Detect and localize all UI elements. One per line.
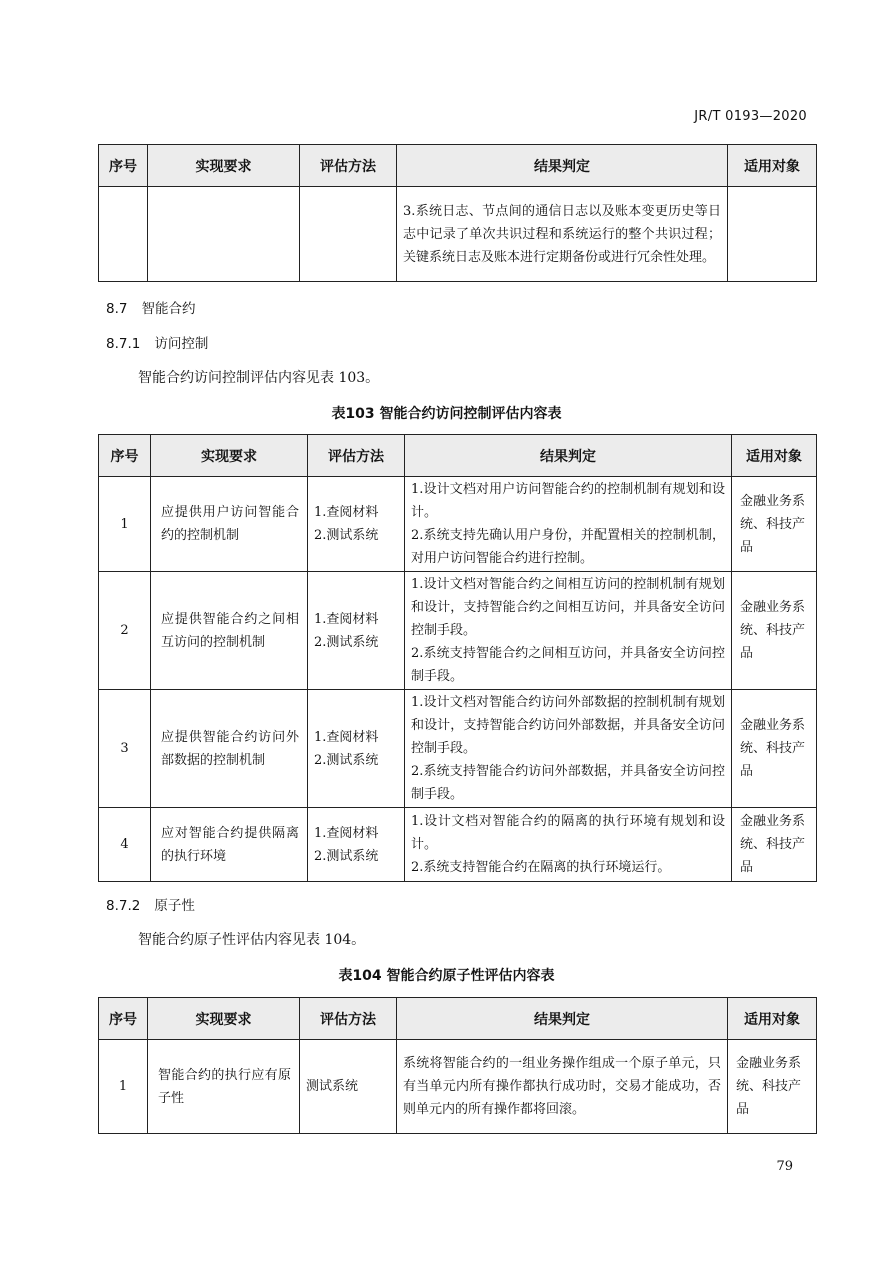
cell-result <box>397 1040 728 1134</box>
result-item: 2.系统支持智能合约在隔离的执行环境运行。 <box>411 860 671 875</box>
row-number: 1 <box>120 516 129 532</box>
result-item: 1.设计文档对智能合约访问外部数据的控制机制有规划和设计，支持智能合约访问外部数据，并具备安全访问控制手段。 <box>411 695 725 756</box>
cell-no <box>99 690 151 808</box>
cell-target <box>732 572 817 690</box>
col-header-method: 评估方法 <box>300 145 397 187</box>
result-item: 1.设计文档对智能合约的隔离的执行环境有规划和设计。 <box>411 814 725 852</box>
col-header-requirement: 实现要求 <box>148 998 300 1040</box>
cell-no <box>99 808 151 882</box>
cell-result <box>405 477 732 572</box>
method-item: 2.测试系统 <box>314 528 379 543</box>
result-item: 3.系统日志、节点间的通信日志以及账本变更历史等日志中记录了单次共识过程和系统运行的整个共识过程；关键系统日志及账本进行定期备份或进行冗余性处理。 <box>403 203 721 265</box>
col-header-requirement: 实现要求 <box>148 145 300 187</box>
paragraph-table103-ref: 智能合约访问控制评估内容见表 103。 <box>138 370 380 386</box>
requirement-text: 应提供用户访问智能合约的控制机制 <box>161 505 299 543</box>
col-header-no: 序号 <box>99 435 151 477</box>
table-row <box>99 572 817 690</box>
table-header-row <box>99 998 817 1040</box>
cell-requirement <box>148 1040 300 1134</box>
result-item: 系统将智能合约的一组业务操作组成一个原子单元，只有当单元内所有操作都执行成功时，交易才能成功，否则单元内的所有操作都将回滚。 <box>403 1056 721 1117</box>
requirement-text: 应对智能合约提供隔离的执行环境 <box>161 825 299 864</box>
table-header-row <box>99 145 817 187</box>
cell-no <box>99 187 148 282</box>
col-header-method: 评估方法 <box>308 435 405 477</box>
section-title: 原子性 <box>154 898 195 914</box>
method-item: 1.查阅材料 <box>314 729 379 745</box>
col-header-result: 结果判定 <box>405 435 732 477</box>
cell-method <box>308 808 405 882</box>
target-text: 金融业务系统、科技产品 <box>740 718 806 779</box>
method-item: 2.测试系统 <box>314 752 379 768</box>
method-item: 2.测试系统 <box>314 848 379 864</box>
method-item: 1.查阅材料 <box>314 505 379 520</box>
requirement-text: 应提供智能合约访问外部数据的控制机制 <box>161 729 299 768</box>
result-item: 2.系统支持智能合约之间相互访问，并具备安全访问控制手段。 <box>411 646 725 684</box>
cell-requirement <box>151 690 308 808</box>
col-header-target: 适用对象 <box>728 998 817 1040</box>
col-header-method: 评估方法 <box>300 998 397 1040</box>
cell-requirement <box>148 187 300 282</box>
section-number: 8.7 <box>106 301 128 317</box>
target-text: 金融业务系统、科技产品 <box>740 493 806 555</box>
table-row <box>99 187 817 282</box>
cell-result <box>405 690 732 808</box>
table-104 <box>98 997 817 1134</box>
col-header-result: 结果判定 <box>397 145 728 187</box>
page-number: 79 <box>776 1159 793 1174</box>
table-row <box>99 477 817 572</box>
cell-result <box>397 187 728 282</box>
cell-result <box>405 808 732 882</box>
table-103 <box>98 434 817 882</box>
method-item: 1.查阅材料 <box>314 611 379 627</box>
table-row <box>99 808 817 882</box>
result-item: 1.设计文档对用户访问智能合约的控制机制有规划和设计。 <box>411 482 725 520</box>
cell-no <box>99 1040 148 1134</box>
table103-caption: 表103 智能合约访问控制评估内容表 <box>331 406 562 422</box>
row-number: 4 <box>120 837 129 852</box>
col-header-target: 适用对象 <box>728 145 817 187</box>
cell-target <box>728 187 817 282</box>
method-item: 1.查阅材料 <box>314 825 379 841</box>
cell-requirement <box>151 572 308 690</box>
cell-target <box>732 808 817 882</box>
cell-target <box>732 477 817 572</box>
section-number: 8.7.1 <box>106 336 141 352</box>
col-header-requirement: 实现要求 <box>151 435 308 477</box>
result-item: 1.设计文档对智能合约之间相互访问的控制机制有规划和设计，支持智能合约之间相互访问，并具备安全访问控制手段。 <box>411 577 725 638</box>
requirement-text: 智能合约的执行应有原子性 <box>158 1067 291 1106</box>
result-item: 2.系统支持先确认用户身份，并配置相关的控制机制，对用户访问智能合约进行控制。 <box>411 528 725 566</box>
table104-caption: 表104 智能合约原子性评估内容表 <box>338 968 555 984</box>
cell-no <box>99 477 151 572</box>
cell-target <box>728 1040 817 1134</box>
col-header-no: 序号 <box>99 145 148 187</box>
requirement-text: 应提供智能合约之间相互访问的控制机制 <box>161 611 299 650</box>
method-item: 2.测试系统 <box>314 634 379 650</box>
col-header-target: 适用对象 <box>732 435 817 477</box>
continued-table <box>98 144 817 282</box>
row-number: 1 <box>118 1079 128 1094</box>
target-text: 金融业务系统、科技产品 <box>736 1056 802 1117</box>
cell-method <box>300 1040 397 1134</box>
section-title: 智能合约 <box>141 301 196 317</box>
cell-result <box>405 572 732 690</box>
cell-method <box>308 477 405 572</box>
paragraph-table104-ref: 智能合约原子性评估内容见表 104。 <box>138 932 366 948</box>
target-text: 金融业务系统、科技产品 <box>740 814 806 875</box>
section-heading-8-7-2 <box>106 894 195 914</box>
standard-number: JR/T 0193—2020 <box>694 109 807 124</box>
cell-method <box>308 690 405 808</box>
result-item: 2.系统支持智能合约访问外部数据，并具备安全访问控制手段。 <box>411 764 725 802</box>
col-header-result: 结果判定 <box>397 998 728 1040</box>
table-row <box>99 690 817 808</box>
cell-requirement <box>151 477 308 572</box>
cell-no <box>99 572 151 690</box>
table-header-row <box>99 435 817 477</box>
section-heading-8-7 <box>106 297 195 317</box>
section-number: 8.7.2 <box>106 898 141 914</box>
table-row <box>99 1040 817 1134</box>
cell-target <box>732 690 817 808</box>
method-item: 测试系统 <box>306 1079 359 1094</box>
cell-method <box>308 572 405 690</box>
row-number: 3 <box>120 741 129 756</box>
cell-method <box>300 187 397 282</box>
section-heading-8-7-1 <box>106 332 208 352</box>
col-header-no: 序号 <box>99 998 148 1040</box>
cell-requirement <box>151 808 308 882</box>
target-text: 金融业务系统、科技产品 <box>740 600 806 661</box>
section-title: 访问控制 <box>154 336 209 352</box>
row-number: 2 <box>120 623 129 638</box>
